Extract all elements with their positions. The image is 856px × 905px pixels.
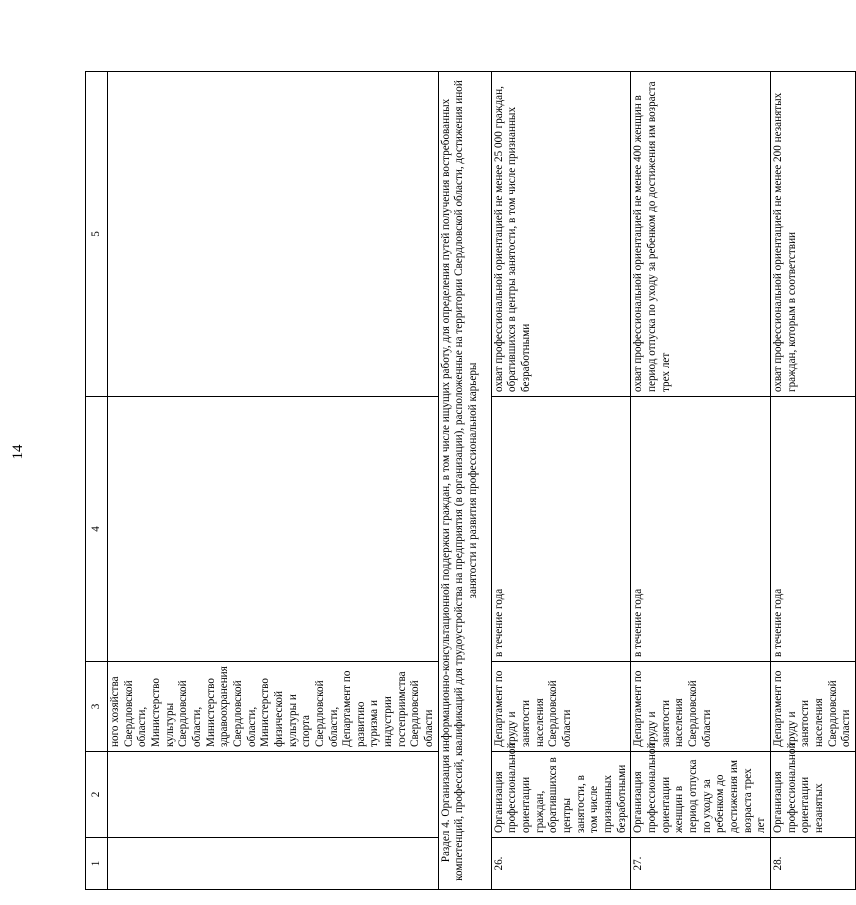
cell-number: 27. <box>631 838 771 890</box>
cell-number: 28. <box>770 838 855 890</box>
cell-result: охват профессиональной ориентацией не менее 25 000 граждан, обратившихся в центры занятости, в том числе признанных безработными <box>491 72 631 397</box>
cell-deadline: в течение года <box>631 397 771 662</box>
header-col-4: 4 <box>86 397 108 662</box>
table-row <box>108 72 439 890</box>
header-row <box>86 72 108 890</box>
cell-deadline: в течение года <box>491 397 631 662</box>
plan-table <box>85 71 856 890</box>
header-col-2: 2 <box>86 752 108 838</box>
cell-result: охват профессиональной ориентацией не менее 200 незанятых граждан, которым в соответствии <box>770 72 855 397</box>
cell-activity: Организация профессиональной ориентации женщин в период отпуска по уходу за ребенком до достижения им возраста трех лет <box>631 752 771 838</box>
cell-number <box>108 838 439 890</box>
cell-result: охват профессиональной ориентацией не менее 400 женщин в период отпуска по уходу за ребенком до достижения им возраста трех лет <box>631 72 771 397</box>
cell-activity: Организация профессиональной ориентации незанятых <box>770 752 855 838</box>
cell-executor: Департамент по труду и занятости населения Свердловской области <box>491 662 631 752</box>
table-row <box>770 72 855 890</box>
page-number: 14 <box>10 444 26 460</box>
header-col-3: 3 <box>86 662 108 752</box>
cell-result <box>108 72 439 397</box>
table-row <box>631 72 771 890</box>
section-row <box>438 72 491 890</box>
section-title: Раздел 4. Организация информационно-консультационной поддержки граждан, в том числе ищущих работу, для определения путей получения востребованных компетенций, профессий, квалификаций для трудоустройства на предприятия (в организации), расположенные на территории Свердловской области, достижения иной занятости и развития профессиональной карьеры <box>438 72 491 890</box>
cell-deadline <box>108 397 439 662</box>
cell-executor: ного хозяйства Свердловской области, Министерство культуры Свердловской области, Министерство здравоохранения Свердловской области, Министерство физической культуры и спорта Свердловской области, Департамент по развитию туризма и индустрии гостеприимства Свердловской области <box>108 662 439 752</box>
cell-executor: Департамент по труду и занятости населения Свердловской области <box>631 662 771 752</box>
header-col-1: 1 <box>86 838 108 890</box>
header-col-5: 5 <box>86 72 108 397</box>
cell-deadline: в течение года <box>770 397 855 662</box>
cell-activity: Организация профессиональной ориентации граждан, обратившихся в центры занятости, в том числе признанных безработными <box>491 752 631 838</box>
cell-executor: Департамент по труду и занятости населения Свердловской области <box>770 662 855 752</box>
cell-number: 26. <box>491 838 631 890</box>
rotated-table-container <box>85 72 853 890</box>
table-row <box>491 72 631 890</box>
cell-activity <box>108 752 439 838</box>
